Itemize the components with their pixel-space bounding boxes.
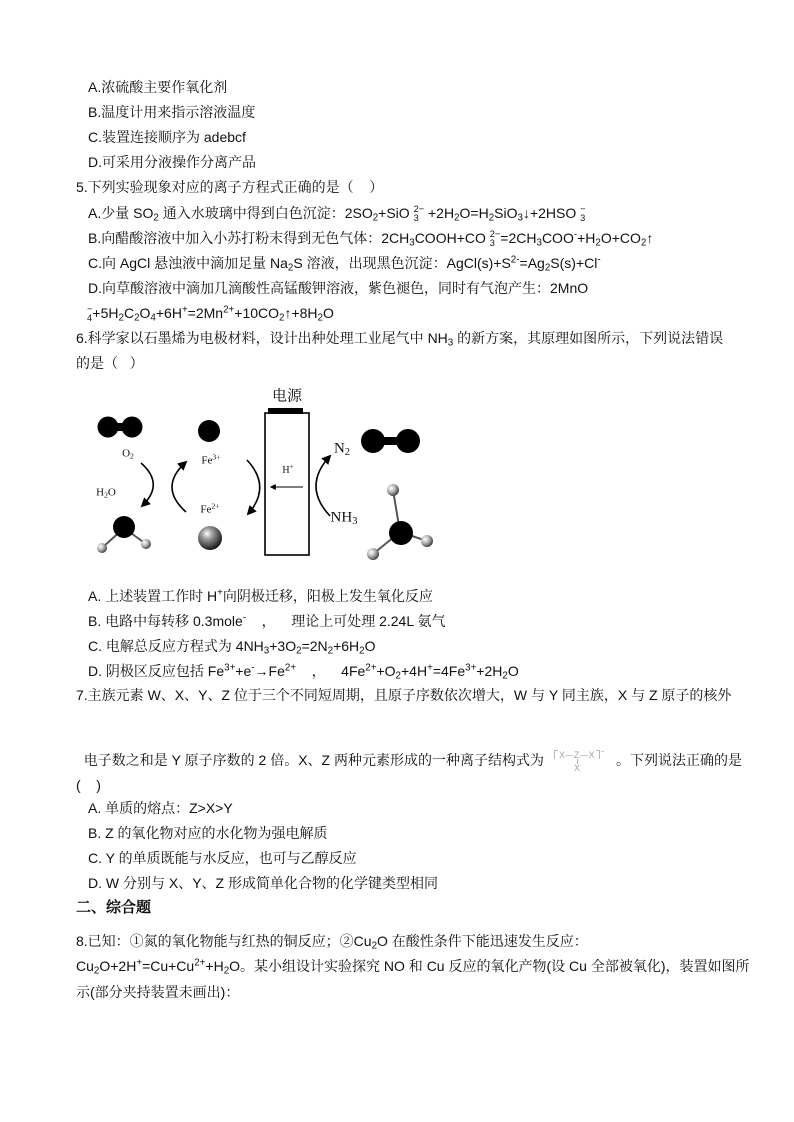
stacked-charge: 2− [489, 229, 501, 239]
fe2-ion [198, 526, 222, 550]
q7-option-c [88, 848, 357, 868]
text-run: D. W 分别与 X、Y、Z 形成简单化合物的化学键类型相同 [88, 875, 438, 891]
superscript: - [597, 254, 601, 266]
text-run: +H [577, 230, 596, 246]
text-run: C. Y 的单质既能与水反应，也可与乙醇反应 [88, 850, 357, 866]
text-run: B.温度计用来指示溶液温度 [88, 104, 256, 120]
q5-stem [76, 177, 383, 197]
text-run: Fe [201, 454, 213, 467]
text-run: =2Mn [187, 305, 224, 321]
text-run: 通入水玻璃中得到白色沉淀：2SO [158, 205, 373, 221]
n2-label [334, 442, 350, 457]
superscript: + [136, 957, 143, 969]
text-run: O [107, 486, 116, 499]
text-run: +2H [476, 663, 503, 679]
superscript: 2+ [194, 957, 206, 969]
q7-stem-line1 [76, 685, 731, 705]
h-plus-label [282, 463, 294, 476]
subscript: 2 [595, 237, 601, 249]
stacked-charge: 2− [413, 204, 425, 214]
stacked-subscript: 4 [87, 312, 93, 323]
superscript: + [217, 587, 223, 599]
subscript: 2 [395, 670, 401, 682]
subscript: 2 [279, 312, 285, 324]
superscript: 3+ [465, 662, 477, 674]
text-run: 的新方案，其原理如图所示，下列说法错误 [453, 330, 724, 346]
q5-option-b [88, 228, 653, 248]
text-run: N [333, 440, 345, 457]
q6-stem-line1 [76, 328, 723, 348]
text-run: O+CO [600, 230, 641, 246]
subscript: 2 [544, 262, 551, 274]
superscript: 2+ [223, 304, 235, 316]
bracket-left [554, 750, 558, 759]
text-run: 的是（ ） [76, 355, 144, 371]
o2-molecule [98, 417, 143, 438]
text-run: ， 理论上可处理 2.24L 氨气 [246, 613, 446, 629]
superscript: + [181, 304, 188, 316]
text-run: A. 上述装置工作时 H [88, 588, 218, 604]
stacked-subscript: 3 [489, 237, 495, 248]
section-heading [76, 898, 151, 918]
stacked-charge-index [580, 205, 585, 223]
q8-stem-line1 [76, 931, 588, 951]
superscript: - [251, 662, 255, 674]
text-run: +6H [155, 305, 182, 321]
text-run: ， 4Fe [296, 663, 366, 679]
text-run: C.向 AgCl 悬浊液中滴加足量 Na [88, 255, 288, 271]
power-source-label [272, 390, 302, 405]
text-run: ( ) [76, 777, 101, 793]
text-run: C [123, 305, 135, 321]
superscript: 2- [510, 254, 520, 266]
subscript: 2 [344, 447, 351, 459]
q7-option-d [88, 873, 438, 893]
text-run: D.向草酸溶液中滴加几滴酸性高锰酸钾溶液，紫色褪色，同时有气泡产生：2MnO [88, 280, 589, 296]
subscript: 2 [104, 490, 108, 500]
superscript: 2+ [365, 662, 377, 674]
arrow-nh3-to-n2 [316, 456, 330, 516]
text-run: 6.科学家以石墨烯为电极材料，设计出种处理工业尾气中 NH [76, 330, 448, 346]
text-run: 二、综合题 [76, 899, 152, 916]
q5-option-d-continued [87, 303, 334, 323]
q5-option-d [88, 278, 588, 298]
text-run: +O [376, 663, 396, 679]
text-run: O [122, 447, 131, 460]
q6-option-b [88, 611, 446, 631]
text-run: B. 电路中每转移 0.3mole [88, 613, 243, 629]
text-run: 电子数之和是 Y 原子序数的 2 倍。X、Z 两种元素形成的一种离子结构式为 [83, 752, 544, 768]
text-run: Cu [76, 958, 94, 974]
superscript: 2+ [284, 662, 297, 674]
text-run: +3O [269, 638, 297, 654]
arrow-fe2-to-fe3 [172, 462, 186, 512]
electrolysis-cell [265, 413, 309, 555]
q7-stem-line2 [76, 730, 742, 773]
q7-option-b [88, 823, 328, 843]
q7-answer-bracket [76, 775, 101, 795]
text-run: A. 单质的熔点：Z>X>Y [88, 800, 233, 816]
text-run: O [507, 663, 519, 679]
nh3-label [331, 511, 358, 526]
text-run: C. 电解总反应方程式为 4NH [88, 638, 264, 654]
q8-stem-line3 [76, 982, 239, 1002]
text-run: O。某小组设计实验探究 NO 和 Cu 反应的氧化产物(设 Cu 全部被氧化)，装置如图所 [229, 958, 750, 974]
text-run: C.装置连接顺序为 adebcf [88, 129, 246, 145]
stacked-charge-index [414, 205, 425, 223]
text-run: ↑ [646, 230, 654, 246]
fe2-label [200, 501, 220, 516]
subscript: 2 [93, 965, 100, 977]
subscript: 2 [372, 212, 379, 224]
subscript: 3 [409, 237, 415, 249]
subscript: 2 [118, 312, 124, 324]
text-run: D. 阴极区反应包括 Fe [88, 663, 225, 679]
ion-structure-formula [552, 749, 610, 773]
subscript: 2 [488, 212, 495, 224]
subscript: 2 [317, 312, 323, 324]
subscript: 2 [640, 237, 647, 249]
text-run: Fe [200, 503, 212, 516]
text-run: +5H [92, 305, 119, 321]
subscript: 2 [134, 312, 140, 324]
q4-option-d [88, 152, 256, 172]
q6-option-d [88, 661, 519, 681]
q8-stem-line2 [76, 956, 749, 976]
stacked-charge: − [87, 304, 93, 314]
text-run: B. Z 的氧化物对应的水化物为强电解质 [88, 825, 328, 841]
q7-stem-line2-text [84, 752, 544, 768]
text-run: +2H [424, 205, 455, 221]
q6-stem-line2 [76, 353, 144, 373]
text-run: SiO [494, 205, 518, 221]
text-run: →Fe [254, 663, 285, 679]
text-run: 5.下列实验现象对应的离子方程式正确的是（ ） [76, 179, 384, 195]
text-run: O 在酸性条件下能迅速发生反应： [377, 933, 588, 949]
text-run: +e [235, 663, 252, 679]
subscript: 3 [447, 337, 454, 349]
text-run: NH [330, 509, 353, 526]
superscript: - [242, 612, 247, 624]
text-run: O [323, 305, 334, 321]
text-run: B.向醋酸溶液中加入小苏打粉末得到无色气体：2CH [88, 230, 410, 246]
electrolysis-diagram [80, 380, 460, 570]
subscript: 3 [352, 516, 358, 528]
text-run: =4Fe [432, 663, 466, 679]
text-run: 示(部分夹持装置未画出)： [76, 984, 240, 1000]
subscript: 2 [153, 212, 159, 224]
arrow-fe3-to-fe2 [247, 460, 260, 514]
subscript: 2 [327, 645, 334, 657]
subscript: 2 [502, 670, 508, 682]
q5-option-a [88, 203, 586, 223]
text-run: S 溶液，出现黑色沉淀：AgCl(s)+S [293, 255, 511, 271]
text-run: +SiO [378, 205, 414, 221]
text-run: =2CH [500, 230, 537, 246]
n2-molecule [361, 429, 420, 453]
text-run: A.少量 SO [88, 205, 154, 221]
superscript: - [573, 229, 578, 241]
q4-option-b [88, 102, 255, 122]
subscript: 4 [150, 312, 156, 324]
superscript: + [427, 662, 433, 674]
text-run: H [282, 465, 290, 476]
text-run: 向阴极迁移，阳极上发生氧化反应 [222, 588, 433, 604]
bracket-right [596, 750, 600, 759]
text-run: D.可采用分液操作分离产品 [88, 154, 256, 170]
text-run: =2N [301, 638, 328, 654]
text-run: 8.已知：①氮的氧化物能与红热的铜反应；②Cu [76, 933, 372, 949]
text-run: O+2H [99, 958, 137, 974]
structure-charge: − [600, 749, 605, 756]
q5-option-c [88, 253, 601, 273]
superscript: + [289, 463, 294, 472]
q6-option-a [88, 586, 433, 606]
subscript: 2 [223, 965, 230, 977]
stacked-subscript: 3 [580, 212, 586, 223]
text-run: O=H [459, 205, 489, 221]
subscript: 2 [454, 212, 460, 224]
text-run: +H [205, 958, 224, 974]
text-run: 电源 [271, 388, 303, 405]
q6-option-c [88, 636, 376, 656]
nh3-molecule [367, 484, 433, 560]
text-run: A.浓硫酸主要作氧化剂 [88, 79, 228, 95]
q7-option-a [88, 798, 233, 818]
h2o-label [96, 488, 116, 499]
text-run: 7.主族元素 W、X、Y、Z 位于三个不同短周期，且原子序数依次增大，W 与 Y 同主族，X 与 Z 原子的核外 [76, 687, 732, 703]
subscript: 2 [371, 940, 378, 952]
text-run: =Ag [519, 255, 545, 271]
structure-atoms-top: X—Z—X [559, 750, 595, 760]
water-molecule [97, 516, 151, 553]
subscript: 3 [517, 212, 523, 224]
subscript: 3 [263, 645, 270, 657]
power-terminal [268, 408, 303, 414]
text-run: =Cu+Cu [142, 958, 195, 974]
subscript: 3 [536, 237, 542, 249]
stacked-charge-index [490, 230, 501, 248]
superscript: 2+ [211, 501, 220, 511]
superscript: 3+ [224, 662, 236, 674]
fe3-ion [198, 420, 220, 442]
stacked-charge: − [580, 204, 586, 214]
structure-top-row [554, 748, 605, 760]
q7-stem-line2-tail [616, 752, 742, 768]
text-run: O [139, 305, 151, 321]
text-run: COO [541, 230, 574, 246]
subscript: 2 [296, 645, 302, 657]
text-run: ↓+2HSO [522, 205, 581, 221]
stacked-subscript: 3 [413, 212, 419, 223]
text-run: +6H [333, 638, 360, 654]
subscript: 2 [130, 451, 134, 461]
o2-label [122, 449, 134, 460]
structure-atom-bottom: X [574, 763, 581, 773]
text-run: H [96, 486, 105, 499]
text-run: +10CO [234, 305, 280, 321]
fe3-label [201, 452, 221, 467]
text-run: O [364, 638, 376, 654]
arrow-o2-to-h2o [141, 463, 153, 506]
q4-option-c [88, 127, 246, 147]
text-run: 。下列说法正确的是 [616, 752, 742, 768]
superscript: 3+ [212, 452, 221, 462]
subscript: 2 [287, 262, 294, 274]
text-run: +4H [401, 663, 428, 679]
text-run: ↑+8H [284, 305, 318, 321]
q4-option-a [88, 77, 227, 97]
text-run: COOH+CO [414, 230, 490, 246]
subscript: 2 [359, 645, 365, 657]
text-run: S(s)+Cl [550, 255, 598, 271]
